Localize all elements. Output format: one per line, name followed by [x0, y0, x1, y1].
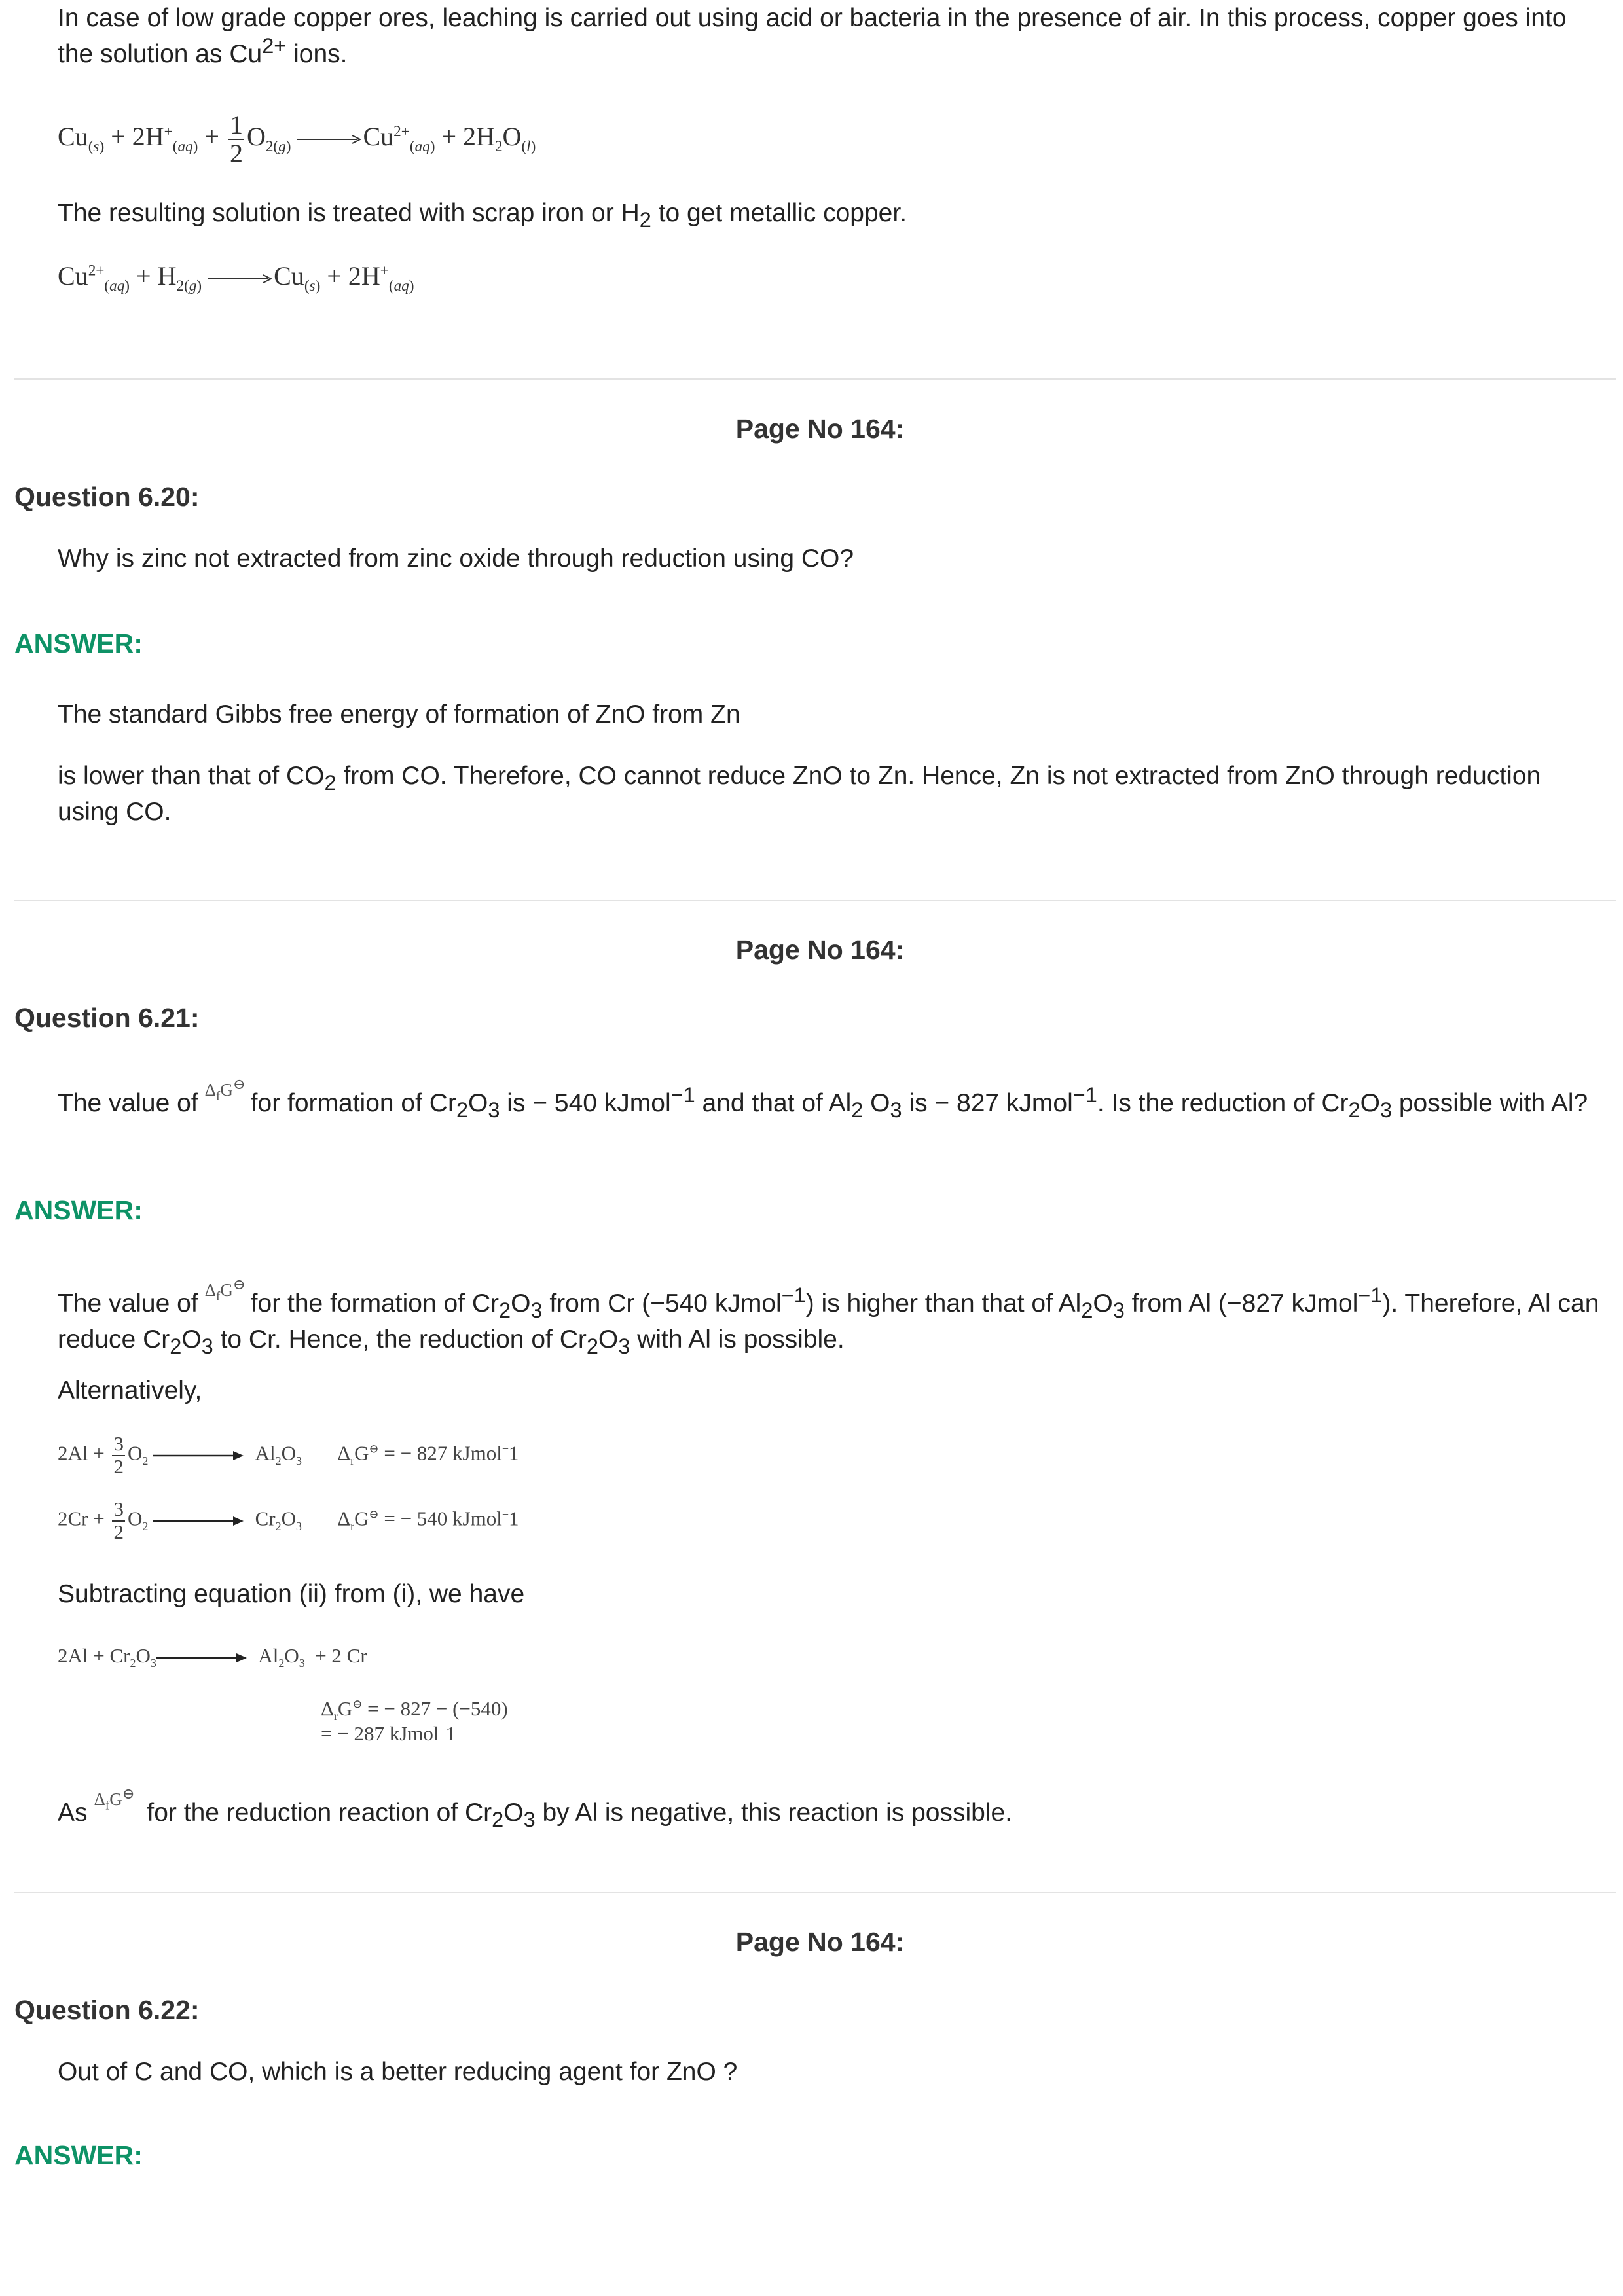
question-text-6-22: Out of C and CO, which is a better reducing agent for ZnO ? — [58, 2058, 738, 2086]
answer-text-paragraph: is lower than that of $CO_2$ from CO. Therefore, CO cannot reduce ZnO to Zn. Hence, Zn is not extracted from ZnO through reduction using CO. — [58, 762, 1541, 826]
equation-net-reaction: $2Al + Cr_2O_3$ $Al_2O_3 + 2$ Cr — [58, 1644, 367, 1670]
equation-copper-leaching: $Cu_{(s)} + 2H^+_{(aq)}$ + $\frac{1}{2}$ $O_{2(g)}$ $Cu^{2+}_{(aq)} + 2H_2O_{(l)}$ — [58, 110, 536, 168]
subtracting-text: Subtracting equation (ii) from (i), we have — [58, 1580, 525, 1608]
section-divider — [14, 378, 1616, 380]
answer-text-line: The standard Gibbs free energy of formation of ZnO from Zn — [58, 700, 740, 728]
intro-paragraph-2: The resulting solution is treated with scrap iron or $H_2$ to get metallic copper. — [58, 199, 907, 232]
equation-chromium-oxide: 2Cr + $\frac{3}{2}$ $O_2$ $Cr_2O_3$ $\Delta_rG^⊖$ = − 540 kJmol−1 — [58, 1498, 519, 1543]
answer-label: ANSWER: — [14, 2140, 143, 2170]
question-heading-6-22: Question 6.22: — [14, 1995, 200, 2025]
question-heading-6-21: Question 6.21: — [14, 1003, 200, 1033]
page-number-label: Page No 164: — [735, 1927, 905, 1957]
equation-copper-reduction: $Cu^{2+}_{(aq)} + H_{2(g)}$ $Cu_{(s)} + 2H^+_{(aq)}$ — [58, 261, 414, 295]
equation-gibbs-difference: $\Delta_rG^⊖$ = − 827 − (−540) = − 287 kJmol−1 — [321, 1697, 508, 1745]
intro-paragraph-1: In case of low grade copper ores, leaching is carried out using acid or bacteria in the presence of air. In this process, copper goes into the solution as $Cu^{2+}$ ions. — [58, 4, 1567, 68]
question-text-6-21: The value of $\Delta_fG^⊖for$ formation of $Cr_2O_3$ is − 540 kJmol$^{-1}$ and that of $Al_2$ $O_3$ is − 827 kJmol$^{-1}$. Is the reduction of $Cr_2O_3$ possible with Al? — [58, 1076, 1588, 1122]
page-number-label: Page No 164: — [735, 935, 905, 965]
answer-text-paragraph: The value of $\Delta_fG^⊖for$ the formation of $Cr_2O_3$ from Cr (−540 kJmol$^{-1}$) is higher than that of $Al_2O_3$ from Al (−827 kJmol$^{-1}$). Therefore, Al can reduce $Cr_2O_3$ to Cr. Hence, the reduction of $Cr_2O_3$ with Al is possible. — [58, 1276, 1599, 1358]
answer-label: ANSWER: — [14, 1195, 143, 1225]
question-heading-6-20: Question 6.20: — [14, 482, 200, 512]
equation-aluminium-oxide: 2Al + $\frac{3}{2}$ $O_2$ $Al_2O_3$ $\Delta_rG^⊖$ = − 827 kJmol−1 — [58, 1432, 519, 1478]
conclusion-text: As $\Delta_fG^⊖$ for the reduction reaction of $Cr_2O_3$ by Al is negative, this reaction is possible. — [58, 1785, 1013, 1831]
page-number-label: Page No 164: — [735, 414, 905, 444]
alternatively-text: Alternatively, — [58, 1376, 202, 1405]
answer-label: ANSWER: — [14, 628, 143, 658]
section-divider — [14, 1892, 1616, 1893]
question-text-6-20: Why is zinc not extracted from zinc oxide through reduction using CO? — [58, 545, 854, 573]
section-divider — [14, 900, 1616, 901]
